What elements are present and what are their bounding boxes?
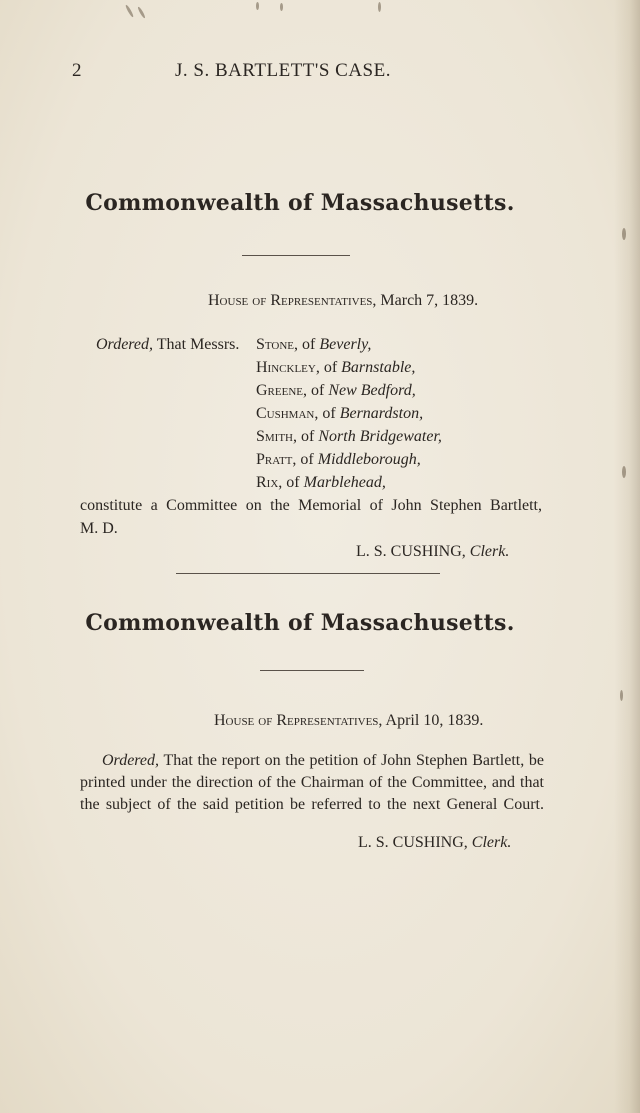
- member-of: of: [322, 405, 336, 422]
- member-name: Pratt: [256, 451, 293, 468]
- page-number: 2: [72, 60, 82, 81]
- page-edge-shadow: [614, 0, 640, 1113]
- ink-speck: [280, 3, 283, 11]
- order2-signature: [358, 834, 511, 852]
- ink-speck: [620, 690, 623, 701]
- member-of: of: [311, 382, 325, 399]
- order1-house: House of Representatives,: [208, 292, 377, 309]
- member-entry: Pratt, of Middleborough,: [256, 451, 421, 468]
- member-entry: Hinckley, of Barnstable,: [256, 359, 416, 376]
- order1-ordered-rest: That Messrs.: [156, 336, 240, 353]
- order1-ordered-line: [96, 336, 239, 354]
- ink-speck: [125, 4, 135, 18]
- running-title: J. S. BARTLETT'S CASE.: [175, 60, 391, 81]
- member-name: Hinckley: [256, 359, 316, 376]
- member-place: Beverly,: [319, 336, 372, 353]
- order1-heading-rule: [242, 255, 350, 256]
- member-entry: Cushman, of Bernardston,: [256, 405, 424, 422]
- order2-ordered-word: Ordered,: [102, 752, 160, 769]
- member-entry: Rix, of Marblehead,: [256, 474, 386, 491]
- member-place: New Bedford,: [328, 382, 416, 399]
- member-entry: Smith, of North Bridgewater,: [256, 428, 442, 445]
- member-place: Bernardston,: [339, 405, 424, 422]
- order1-signature: [356, 543, 509, 561]
- member-of: of: [286, 474, 300, 491]
- member-place: Middleborough,: [317, 451, 421, 468]
- member-name: Greene: [256, 382, 303, 399]
- ink-speck: [137, 6, 146, 19]
- order2-dateline: [214, 712, 483, 730]
- order2-signature-name: L. S. CUSHING,: [358, 834, 468, 851]
- ink-speck: [256, 2, 259, 10]
- member-place: North Bridgewater,: [318, 428, 442, 445]
- order2-line1: [102, 752, 544, 770]
- order1-ordered-word: Ordered,: [96, 336, 154, 353]
- member-entry: Stone, of Beverly,: [256, 336, 372, 353]
- member-place: Barnstable,: [341, 359, 416, 376]
- order1-date: March 7, 1839.: [380, 292, 479, 309]
- section-divider: [176, 573, 440, 574]
- order1-dateline: [208, 292, 478, 310]
- order2-heading: Commonwealth of Massachusetts.: [85, 610, 515, 636]
- order1-signature-name: L. S. CUSHING,: [356, 543, 466, 560]
- member-name: Stone: [256, 336, 295, 353]
- order1-heading: Commonwealth of Massachusetts.: [85, 190, 515, 216]
- member-place: Marblehead,: [303, 474, 386, 491]
- order2-date: April 10, 1839.: [385, 712, 484, 729]
- member-of: of: [300, 451, 314, 468]
- member-entry: Greene, of New Bedford,: [256, 382, 416, 399]
- order2-line3: the subject of the said petition be referred to the next General Court.: [80, 796, 544, 813]
- member-name: Rix: [256, 474, 279, 491]
- member-of: of: [302, 336, 316, 353]
- order1-closing-line2: M. D.: [80, 520, 118, 537]
- order2-signature-title: Clerk.: [471, 834, 512, 851]
- ink-speck: [622, 228, 626, 240]
- order2-house: House of Representatives,: [214, 712, 383, 729]
- ink-speck: [378, 2, 381, 12]
- order1-closing-line1: constitute a Committee on the Memorial of John Stephen Bartlett,: [80, 497, 542, 514]
- ink-speck: [622, 466, 626, 478]
- order2-heading-rule: [260, 670, 364, 671]
- order2-line2: printed under the direction of the Chairman of the Committee, and that: [80, 774, 544, 791]
- member-name: Cushman: [256, 405, 315, 422]
- order2-line1-rest: That the report on the petition of John Stephen Bartlett, be: [163, 752, 544, 769]
- member-of: of: [301, 428, 315, 445]
- member-name: Smith: [256, 428, 294, 445]
- order1-signature-title: Clerk.: [469, 543, 510, 560]
- member-of: of: [323, 359, 338, 376]
